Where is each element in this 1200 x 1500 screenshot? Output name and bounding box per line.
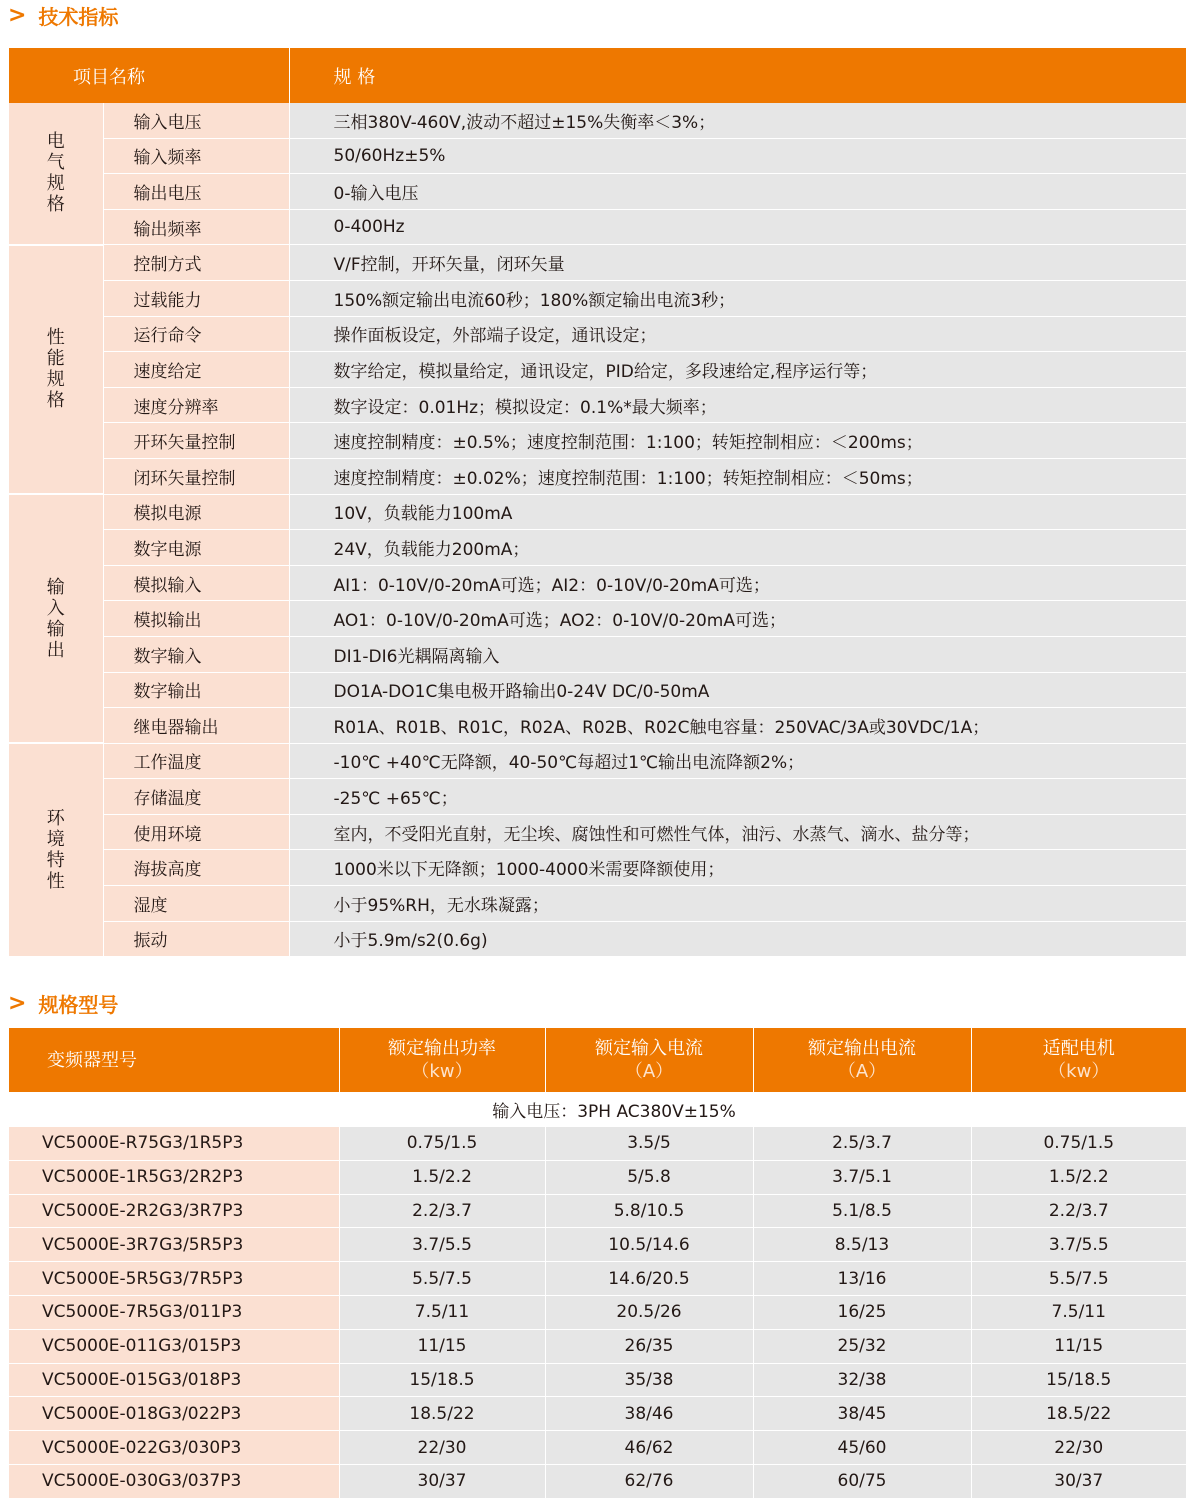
model-value-cell: 5.5/7.5 [971, 1262, 1186, 1296]
section-title-models [8, 988, 118, 1018]
spec-group-name: 性能规格 [46, 327, 65, 412]
model-value-cell: 3.7/5.5 [971, 1228, 1186, 1262]
model-value-cell: 10.5/14.6 [545, 1228, 753, 1262]
model-name-cell: VC5000E-7R5G3/011P3 [9, 1295, 339, 1329]
spec-group-label [9, 743, 103, 957]
spec-item-name: 闭环矢量控制 [103, 458, 289, 494]
model-value-cell: 38/46 [545, 1397, 753, 1431]
model-value-cell: 20.5/26 [545, 1295, 753, 1329]
spec-item-value: 24V，负载能力200mA； [289, 530, 1186, 566]
spec-item-value: 三相380V-460V,波动不超过±15%失衡率＜3%； [289, 103, 1186, 138]
model-row [9, 1194, 1186, 1228]
spec-item-value: AO1：0-10V/0-20mA可选；AO2：0-10V/0-20mA可选； [289, 601, 1186, 637]
model-header-unit: （kw） [1048, 1061, 1110, 1082]
model-row [9, 1329, 1186, 1363]
spec-item-value: 0-400Hz [289, 209, 1186, 245]
model-header-cell [339, 1028, 545, 1092]
model-value-cell: 3.7/5.5 [339, 1228, 545, 1262]
section-title-text: 技术指标 [38, 4, 119, 29]
model-header-unit: （A） [837, 1061, 887, 1082]
spec-item-value: 小于5.9m/s2(0.6g) [289, 921, 1186, 957]
spec-item-value: 10V，负载能力100mA [289, 494, 1186, 530]
model-value-cell: 2.2/3.7 [339, 1194, 545, 1228]
model-value-cell: 38/45 [753, 1397, 971, 1431]
spec-item-value: 小于95%RH，无水珠凝露； [289, 886, 1186, 922]
model-name-cell: VC5000E-R75G3/1R5P3 [9, 1127, 339, 1161]
spec-row [9, 743, 1186, 779]
spec-row [9, 921, 1186, 957]
spec-item-value: 速度控制精度：±0.5%；速度控制范围：1:100；转矩控制相应：＜200ms； [289, 423, 1186, 459]
spec-item-value: AI1：0-10V/0-20mA可选；AI2：0-10V/0-20mA可选； [289, 565, 1186, 601]
model-value-cell: 15/18.5 [339, 1363, 545, 1397]
model-value-cell: 5.8/10.5 [545, 1194, 753, 1228]
section-title-text: 规格型号 [38, 992, 119, 1017]
model-value-cell: 0.75/1.5 [971, 1127, 1186, 1161]
spec-item-name: 输出频率 [103, 209, 289, 245]
spec-row [9, 672, 1186, 708]
model-header-unit: （kw） [411, 1061, 473, 1082]
spec-item-name: 工作温度 [103, 743, 289, 779]
spec-row [9, 779, 1186, 815]
model-row [9, 1363, 1186, 1397]
model-name-cell: VC5000E-030G3/037P3 [9, 1464, 339, 1498]
spec-item-name: 速度给定 [103, 352, 289, 388]
spec-item-name: 继电器输出 [103, 708, 289, 744]
spec-row [9, 494, 1186, 530]
model-table [9, 1028, 1186, 1499]
spec-item-value: 操作面板设定，外部端子设定，通讯设定； [289, 316, 1186, 352]
voltage-note-row [9, 1092, 1186, 1127]
spec-item-name: 速度分辨率 [103, 387, 289, 423]
spec-group-label [9, 103, 103, 245]
model-header-cell [971, 1028, 1186, 1092]
spec-item-name: 存储温度 [103, 779, 289, 815]
spec-item-name: 模拟输入 [103, 565, 289, 601]
model-value-cell: 18.5/22 [339, 1397, 545, 1431]
spec-row [9, 352, 1186, 388]
spec-group-label [9, 494, 103, 743]
section-title-specs [8, 0, 118, 30]
model-value-cell: 35/38 [545, 1363, 753, 1397]
spec-item-value: 数字给定，模拟量给定，通讯设定，PID给定，多段速给定,程序运行等； [289, 352, 1186, 388]
model-value-cell: 0.75/1.5 [339, 1127, 545, 1161]
spec-item-name: 模拟输出 [103, 601, 289, 637]
voltage-note: 输入电压：3PH AC380V±15% [9, 1092, 1186, 1127]
spec-item-name: 输出电压 [103, 174, 289, 210]
model-header-cell [9, 1028, 339, 1092]
spec-header-row [9, 48, 1186, 103]
model-value-cell: 16/25 [753, 1295, 971, 1329]
spec-item-value: 室内，不受阳光直射，无尘埃、腐蚀性和可燃性气体，油污、水蒸气、滴水、盐分等； [289, 814, 1186, 850]
model-value-cell: 32/38 [753, 1363, 971, 1397]
model-value-cell: 1.5/2.2 [971, 1160, 1186, 1194]
model-value-cell: 30/37 [971, 1464, 1186, 1498]
spec-item-value: -10℃ +40℃无降额，40-50℃每超过1℃输出电流降额2%； [289, 743, 1186, 779]
spec-item-value: 1000米以下无降额；1000-4000米需要降额使用； [289, 850, 1186, 886]
spec-item-value: V/F控制，开环矢量，闭环矢量 [289, 245, 1186, 281]
model-value-cell: 22/30 [971, 1431, 1186, 1465]
model-row [9, 1397, 1186, 1431]
model-name-cell: VC5000E-011G3/015P3 [9, 1329, 339, 1363]
model-row [9, 1127, 1186, 1161]
spec-item-name: 控制方式 [103, 245, 289, 281]
spec-row [9, 387, 1186, 423]
spec-row [9, 280, 1186, 316]
spec-row [9, 850, 1186, 886]
model-value-cell: 13/16 [753, 1262, 971, 1296]
spec-row [9, 458, 1186, 494]
model-row [9, 1464, 1186, 1498]
spec-item-name: 数字输出 [103, 672, 289, 708]
model-value-cell: 25/32 [753, 1329, 971, 1363]
spec-item-value: 速度控制精度：±0.02%；速度控制范围：1:100；转矩控制相应：＜50ms； [289, 458, 1186, 494]
model-header-label: 额定输入电流 [595, 1038, 703, 1059]
model-value-cell: 8.5/13 [753, 1228, 971, 1262]
model-value-cell: 3.7/5.1 [753, 1160, 971, 1194]
model-header-label: 适配电机 [1042, 1038, 1115, 1059]
spec-item-name: 运行命令 [103, 316, 289, 352]
model-name-cell: VC5000E-2R2G3/3R7P3 [9, 1194, 339, 1228]
model-name-cell: VC5000E-022G3/030P3 [9, 1431, 339, 1465]
model-header-label: 额定输出功率 [388, 1038, 496, 1059]
model-value-cell: 45/60 [753, 1431, 971, 1465]
model-name-cell: VC5000E-5R5G3/7R5P3 [9, 1262, 339, 1296]
header-spec: 规 格 [289, 48, 1186, 103]
spec-group-name: 输入输出 [46, 576, 65, 661]
spec-item-name: 数字电源 [103, 530, 289, 566]
model-name-cell: VC5000E-018G3/022P3 [9, 1397, 339, 1431]
model-row [9, 1295, 1186, 1329]
spec-item-name: 数字输入 [103, 636, 289, 672]
model-value-cell: 30/37 [339, 1464, 545, 1498]
model-value-cell: 3.5/5 [545, 1127, 753, 1161]
chevron-right-icon: > [8, 990, 27, 1016]
spec-item-name: 输入频率 [103, 138, 289, 174]
spec-row [9, 138, 1186, 174]
model-header-row [9, 1028, 1186, 1092]
model-value-cell: 22/30 [339, 1431, 545, 1465]
spec-item-value: 150%额定输出电流60秒；180%额定输出电流3秒； [289, 280, 1186, 316]
spec-item-value: R01A、R01B、R01C，R02A、R02B、R02C触电容量：250VAC/3A或30VDC/1A； [289, 708, 1186, 744]
model-value-cell: 11/15 [339, 1329, 545, 1363]
model-header-cell [753, 1028, 971, 1092]
spec-row [9, 814, 1186, 850]
spec-row [9, 423, 1186, 459]
model-row [9, 1262, 1186, 1296]
spec-row [9, 209, 1186, 245]
spec-item-value: -25℃ +65℃； [289, 779, 1186, 815]
header-item-name: 项目名称 [9, 48, 289, 103]
spec-row [9, 601, 1186, 637]
spec-row [9, 245, 1186, 281]
spec-item-name: 湿度 [103, 886, 289, 922]
spec-row [9, 530, 1186, 566]
spec-group-name: 环境特性 [46, 807, 65, 892]
model-header-label: 额定输出电流 [808, 1038, 916, 1059]
spec-row [9, 886, 1186, 922]
spec-item-name: 开环矢量控制 [103, 423, 289, 459]
model-header-cell [545, 1028, 753, 1092]
spec-item-value: DI1-DI6光耦隔离输入 [289, 636, 1186, 672]
model-value-cell: 5.5/7.5 [339, 1262, 545, 1296]
model-row [9, 1431, 1186, 1465]
spec-item-name: 输入电压 [103, 103, 289, 138]
spec-item-value: 0-输入电压 [289, 174, 1186, 210]
spec-item-value: 50/60Hz±5% [289, 138, 1186, 174]
model-value-cell: 60/75 [753, 1464, 971, 1498]
model-value-cell: 5/5.8 [545, 1160, 753, 1194]
spec-item-name: 海拔高度 [103, 850, 289, 886]
spec-row [9, 174, 1186, 210]
spec-row [9, 636, 1186, 672]
spec-item-value: DO1A-DO1C集电极开路输出0-24V DC/0-50mA [289, 672, 1186, 708]
model-value-cell: 26/35 [545, 1329, 753, 1363]
model-value-cell: 18.5/22 [971, 1397, 1186, 1431]
model-value-cell: 2.5/3.7 [753, 1127, 971, 1161]
model-row [9, 1160, 1186, 1194]
model-name-cell: VC5000E-1R5G3/2R2P3 [9, 1160, 339, 1194]
spec-item-value: 数字设定：0.01Hz；模拟设定：0.1%*最大频率； [289, 387, 1186, 423]
model-value-cell: 2.2/3.7 [971, 1194, 1186, 1228]
model-value-cell: 14.6/20.5 [545, 1262, 753, 1296]
spec-group-name: 电气规格 [46, 131, 65, 216]
model-name-cell: VC5000E-3R7G3/5R5P3 [9, 1228, 339, 1262]
spec-row [9, 103, 1186, 138]
model-value-cell: 1.5/2.2 [339, 1160, 545, 1194]
model-header-label: 变频器型号 [47, 1049, 137, 1071]
model-value-cell: 15/18.5 [971, 1363, 1186, 1397]
spec-item-name: 振动 [103, 921, 289, 957]
model-value-cell: 7.5/11 [339, 1295, 545, 1329]
model-value-cell: 62/76 [545, 1464, 753, 1498]
model-value-cell: 11/15 [971, 1329, 1186, 1363]
spec-table [9, 48, 1186, 958]
spec-group-label [9, 245, 103, 494]
model-value-cell: 46/62 [545, 1431, 753, 1465]
model-value-cell: 5.1/8.5 [753, 1194, 971, 1228]
spec-item-name: 模拟电源 [103, 494, 289, 530]
spec-row [9, 565, 1186, 601]
spec-item-name: 过载能力 [103, 280, 289, 316]
model-row [9, 1228, 1186, 1262]
chevron-right-icon: > [8, 2, 27, 28]
model-value-cell: 7.5/11 [971, 1295, 1186, 1329]
spec-row [9, 708, 1186, 744]
spec-row [9, 316, 1186, 352]
model-header-unit: （A） [624, 1061, 674, 1082]
model-name-cell: VC5000E-015G3/018P3 [9, 1363, 339, 1397]
spec-item-name: 使用环境 [103, 814, 289, 850]
